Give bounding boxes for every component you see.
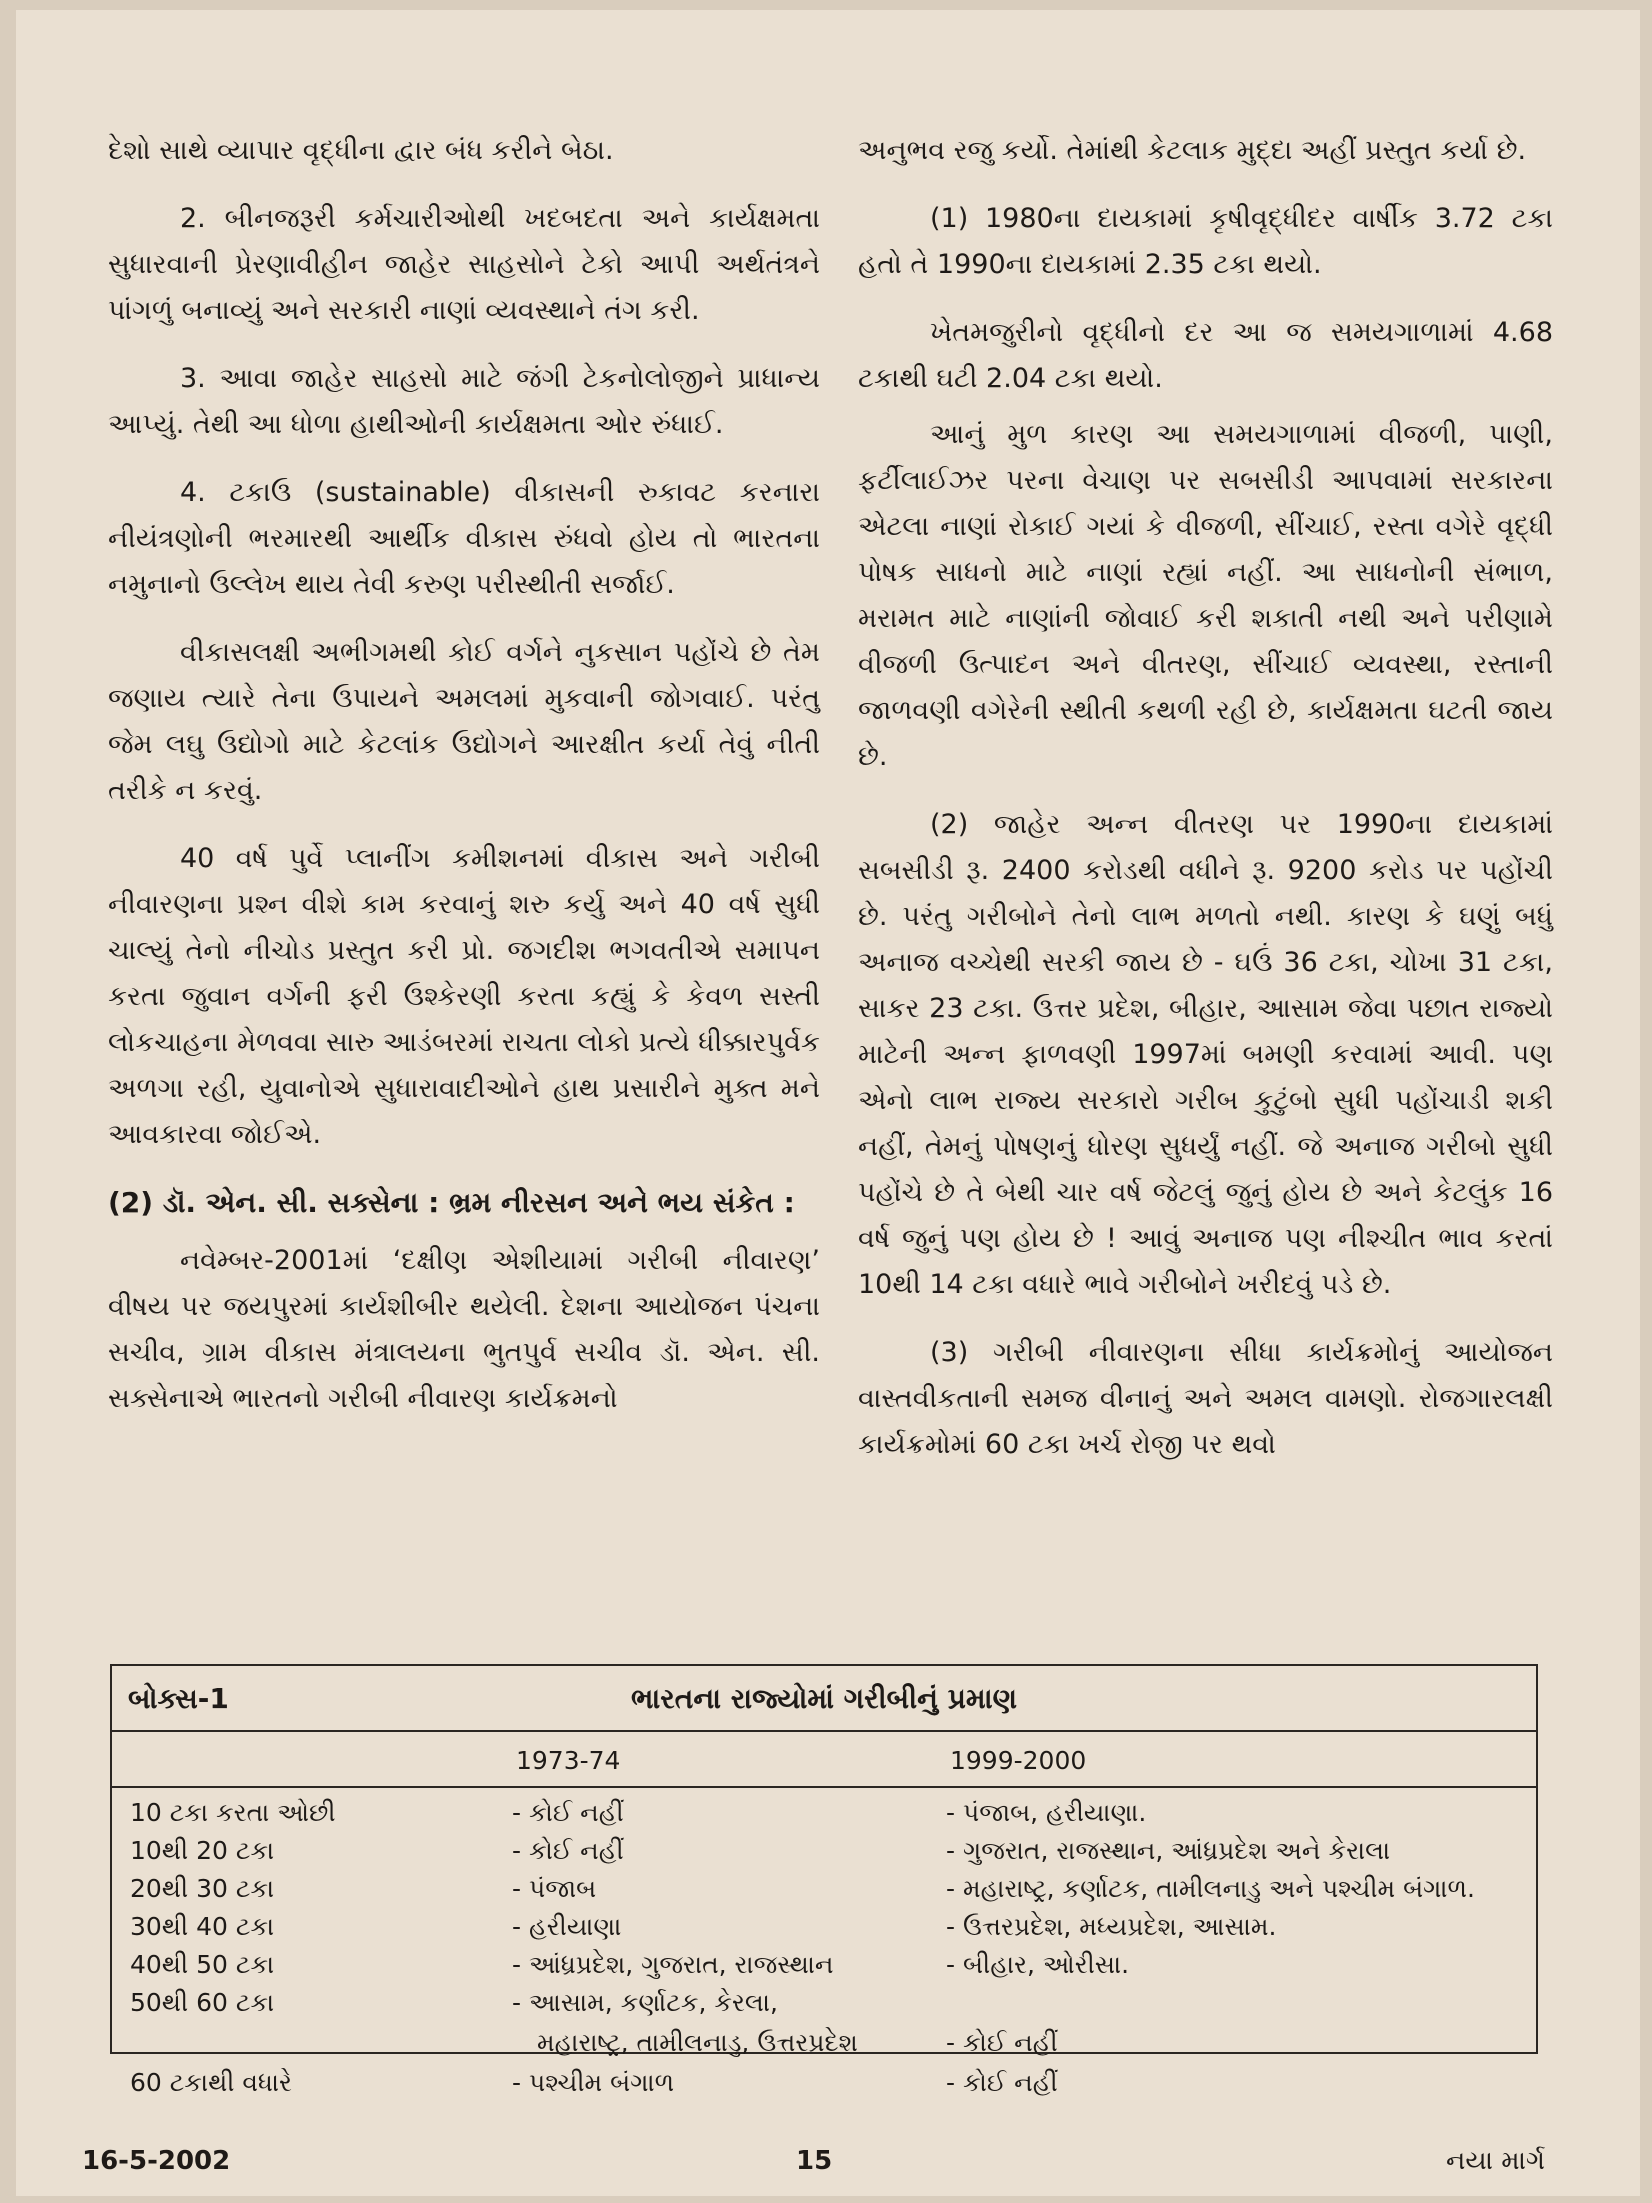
paragraph: આનું મુળ કારણ આ સમયગાળામાં વીજળી, પાણી, ફર્ટીલાઈઝર પરના વેચાણ પર સબસીડી આપવામાં સરકારના એટલા નાણાં રોકાઈ ગયાં કે વીજળી, સીંચાઈ, રસ્તા વગેરે વૃદ્ધી પોષક સાધનો માટે નાણાં રહ્યાં નહીં. આ સાધનોની સંભાળ, મરામત માટે નાણાંની જોવાઈ કરી શકાતી નથી અને પરીણામે વીજળી ઉત્પાદન અને વીતરણ, સીંચાઈ વ્યવસ્થા, રસ્તાની જાળવણી વગેરેની સ્થીતી કથળી રહી છે, કાર્યક્ષમતા ઘટતી જાય છે. (858, 419, 1553, 772)
paragraph: 2. બીનજરૂરી કર્મચારીઓથી ખદબદતા અને કાર્યક્ષમતા સુધારવાની પ્રેરણાવીહીન જાહેર સાહસોને ટેકો આપી અર્થતંત્રને પાંગળું બનાવ્યું અને સરકારી નાણાં વ્યવસ્થાને તંગ કરી. (108, 203, 820, 326)
cell-1973-continued: મહારાષ્ટ્ર, તામીલનાડુ, ઉત્તરપ્રદેશ (537, 2028, 858, 2057)
box-title: ભારતના રાજ્યોમાં ગરીબીનું પ્રમાણ (631, 1682, 1017, 1715)
range-cell: 50થી 60 ટકા (130, 1988, 275, 2017)
cell-1999: - કોઈ નહીં (946, 2068, 1058, 2097)
right-column (858, 128, 1553, 1490)
table-row-continuation (112, 2028, 1536, 2068)
cell-1973: - કોઈ નહીં (512, 1836, 624, 1865)
paragraph: ખેતમજુરીનો વૃદ્ધીનો દર આ જ સમયગાળામાં 4.68 ટકાથી ઘટી 2.04 ટકા થયો. (858, 317, 1553, 394)
table-row (112, 1988, 1536, 2028)
cell-1999: - ગુજરાત, રાજસ્થાન, આંધ્રપ્રદેશ અને કેરાલા (946, 1836, 1391, 1865)
cell-1973: - આંધ્રપ્રદેશ, ગુજરાત, રાજસ્થાન (512, 1950, 834, 1979)
range-cell: 10થી 20 ટકા (130, 1836, 275, 1865)
left-column (108, 128, 820, 1444)
cell-1999: - બીહાર, ઓરીસા. (946, 1950, 1130, 1979)
cell-1973: - આસામ, કર્ણાટક, કેરલા, (512, 1988, 778, 2017)
paragraph: 40 વર્ષ પુર્વે પ્લાનીંગ કમીશનમાં વીકાસ અને ગરીબી નીવારણના પ્રશ્ન વીશે કામ કરવાનું શરુ કર્યુ અને 40 વર્ષ સુધી ચાલ્યું તેનો નીચોડ પ્રસ્તુત કરી પ્રો. જગદીશ ભગવતીએ સમાપન કરતા જુવાન વર્ગની ફરી ઉશ્કેરણી કરતા કહ્યું કે કેવળ સસ્તી લોકચાહના મેળવવા સારુ આડંબરમાં રાચતા લોકો પ્રત્યે ધીક્કારપુર્વક અળગા રહી, યુવાનોએ સુધારાવાદીઓને હાથ પ્રસારીને મુક્ત મને આવકારવા જોઈએ. (108, 843, 820, 1150)
footer-magazine-name: નયા માર્ગ (1446, 2146, 1546, 2176)
cell-1973: - કોઈ નહીં (512, 1798, 624, 1827)
cell-1999: - ઉત્તરપ્રદેશ, મધ્યપ્રદેશ, આસામ. (946, 1912, 1277, 1941)
magazine-page (16, 10, 1640, 2196)
range-cell: 10 ટકા કરતા ઓછી (130, 1798, 336, 1827)
paragraph: (1) 1980ના દાયકામાં કૃષીવૃદ્ધીદર વાર્ષીક 3.72 ટકા હતો તે 1990ના દાયકામાં 2.35 ટકા થયો. (858, 203, 1553, 280)
box-header (112, 1666, 1536, 1732)
paragraph: 4. ટકાઉ (sustainable) વીકાસની રુકાવટ કરનારા નીયંત્રણોની ભરમારથી આર્થીક વીકાસ રુંધવો હોય તો ભારતના નમુનાનો ઉલ્લેખ થાય તેવી કરુણ પરીસ્થીતી સર્જાઈ. (108, 477, 820, 600)
footer-page-number: 15 (796, 2146, 833, 2176)
paragraph: નવેમ્બર-2001માં ‘દક્ષીણ એશીયામાં ગરીબી નીવારણ’ વીષય પર જયપુરમાં કાર્યશીબીર થયેલી. દેશના આયોજન પંચના સચીવ, ગ્રામ વીકાસ મંત્રાલયના ભુતપુર્વ સચીવ ડૉ. એન. સી. સક્સેનાએ ભારતનો ગરીબી નીવારણ કાર્યક્રમનો (108, 1245, 820, 1414)
box-column-headers (112, 1732, 1536, 1788)
box-label: બોક્સ-1 (128, 1682, 229, 1715)
table-row (112, 1912, 1536, 1952)
cell-1999: - મહારાષ્ટ્ર, કર્ણાટક, તામીલનાડુ અને પશ્ચીમ બંગાળ. (946, 1874, 1475, 1903)
section-heading: (2) ડૉ. એન. સી. સક્સેના : ભ્રમ નીરસન અને ભય સંકેત : (108, 1186, 795, 1219)
table-row (112, 1874, 1536, 1914)
footer-date: 16-5-2002 (82, 2146, 231, 2176)
table-row (112, 1798, 1536, 1838)
paragraph: વીકાસલક્ષી અભીગમથી કોઈ વર્ગને નુકસાન પહોંચે છે તેમ જણાય ત્યારે તેના ઉપાયને અમલમાં મુકવાની જોગવાઈ. પરંતુ જેમ લઘુ ઉદ્યોગો માટે કેટલાંક ઉદ્યોગને આરક્ષીત કર્યા તેવું નીતી તરીકે ન કરવું. (108, 637, 820, 806)
cell-1999: - પંજાબ, હરીયાણા. (946, 1798, 1147, 1827)
table-row (112, 2068, 1536, 2108)
cell-1999: - કોઈ નહીં (946, 2028, 1058, 2057)
paragraph: 3. આવા જાહેર સાહસો માટે જંગી ટેકનોલોજીને પ્રાધાન્ય આપ્યું. તેથી આ ધોળા હાથીઓની કાર્યક્ષમતા ઓર રુંધાઈ. (108, 363, 820, 440)
paragraph: (3) ગરીબી નીવારણના સીધા કાર્યક્રમોનું આયોજન વાસ્તવીકતાની સમજ વીનાનું અને અમલ વામણો. રોજગારલક્ષી કાર્યક્રમોમાં 60 ટકા ખર્ચ રોજી પર થવો (858, 1337, 1553, 1460)
cell-1973: - પશ્ચીમ બંગાળ (512, 2068, 675, 2097)
column-header-1973: 1973-74 (516, 1746, 621, 1775)
cell-1973: - પંજાબ (512, 1874, 597, 1903)
table-row (112, 1836, 1536, 1876)
range-cell: 40થી 50 ટકા (130, 1950, 275, 1979)
paragraph: (2) જાહેર અન્ન વીતરણ પર 1990ના દાયકામાં સબસીડી રૂ. 2400 કરોડથી વધીને રૂ. 9200 કરોડ પર પહોંચી છે. પરંતુ ગરીબોને તેનો લાભ મળતો નથી. કારણ કે ઘણું બધું અનાજ વચ્ચેથી સરકી જાય છે - ઘઉં 36 ટકા, ચોખા 31 ટકા, સાકર 23 ટકા. ઉત્તર પ્રદેશ, બીહાર, આસામ જેવા પછાત રાજ્યો માટેની અન્ન ફાળવણી 1997માં બમણી કરવામાં આવી. પણ એનો લાભ રાજ્ય સરકારો ગરીબ કુટુંબો સુધી પહોંચાડી શકી નહીં, તેમનું પોષણનું ધોરણ સુધર્યું નહીં. જે અનાજ ગરીબો સુધી પહોંચે છે તે બેથી ચાર વર્ષ જેટલું જુનું હોય છે અને કેટલુંક 16 વર્ષ જુનું પણ હોય છે ! આવું અનાજ પણ નીશ્ચીત ભાવ કરતાં 10થી 14 ટકા વધારે ભાવે ગરીબોને ખરીદવું પડે છે. (858, 809, 1553, 1300)
range-cell: 60 ટકાથી વધારે (130, 2068, 292, 2097)
paragraph: અનુભવ રજુ કર્યો. તેમાંથી કેટલાક મુદ્દા અહીં પ્રસ્તુત કર્યા છે. (858, 135, 1527, 166)
cell-1973: - હરીયાણા (512, 1912, 622, 1941)
paragraph: દેશો સાથે વ્યાપાર વૃદ્ધીના દ્વાર બંધ કરીને બેઠા. (108, 135, 614, 166)
column-header-1999: 1999-2000 (950, 1746, 1087, 1775)
range-cell: 20થી 30 ટકા (130, 1874, 275, 1903)
poverty-box (110, 1664, 1538, 2097)
table-row (112, 1950, 1536, 1990)
range-cell: 30થી 40 ટકા (130, 1912, 275, 1941)
